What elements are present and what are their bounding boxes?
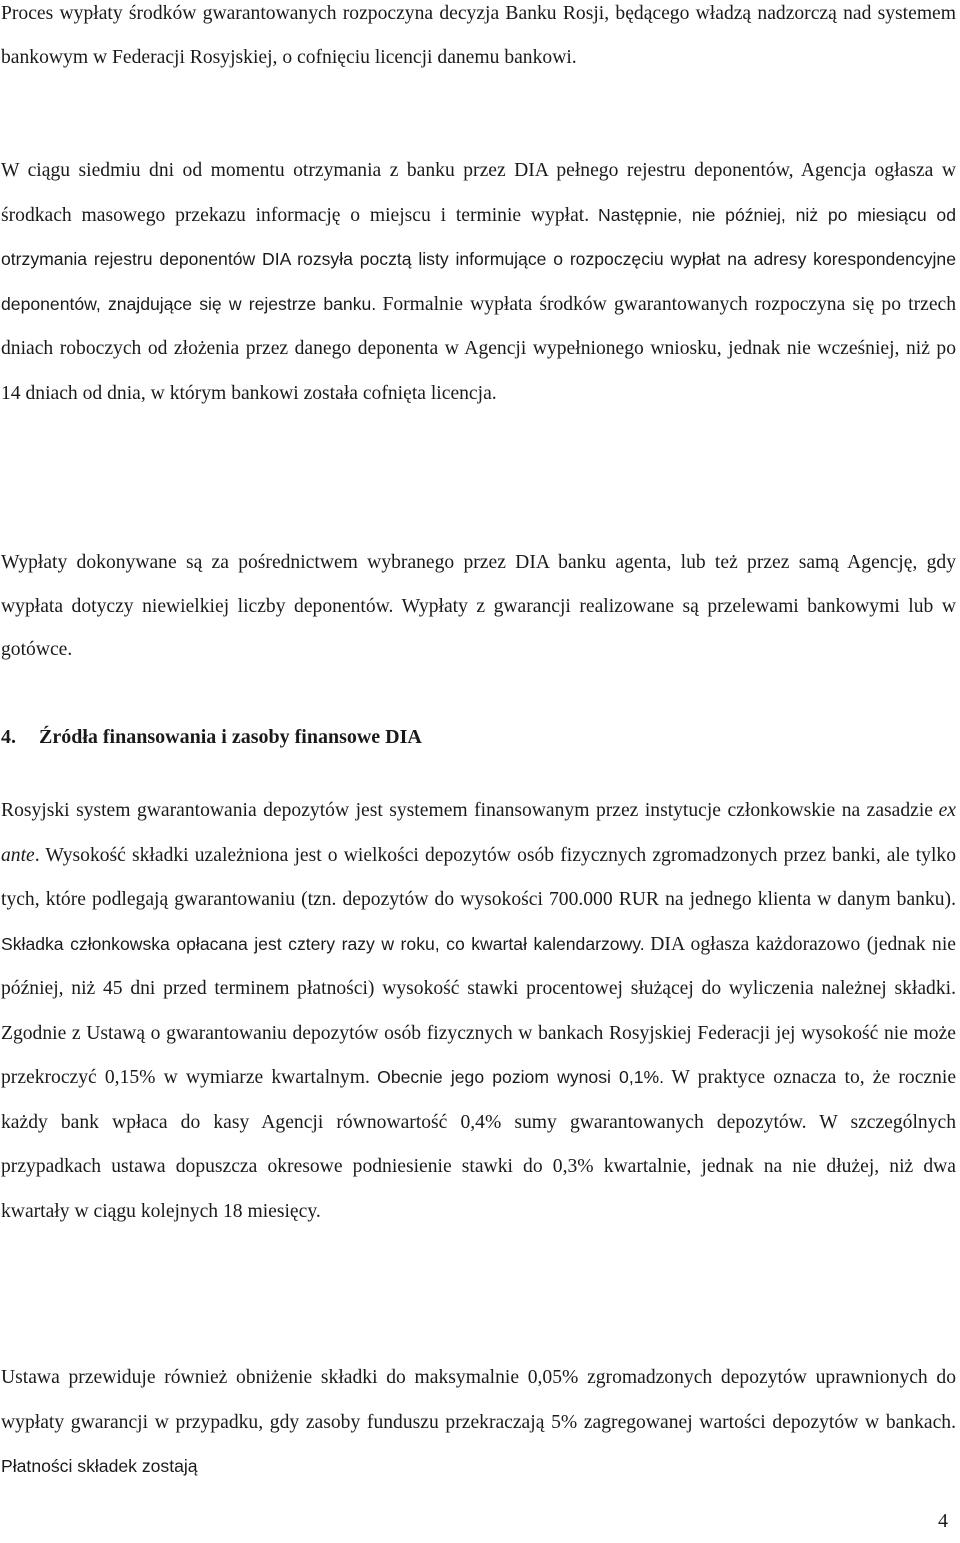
paragraph-payout-timeline <box>1 149 956 416</box>
paragraph-financing-part6: W praktyce oznacza to, że rocznie każdy bank wpłaca do kasy Agencji równowartość 0,4% sumy gwarantowanych depozytów. W szczególnych przypadkach ustawa dopuszcza okresowe podniesienie stawki do 0,3% kwartalnie, jednak na nie dłużej, niż dwa kwartały w ciągu kolejnych 18 miesięcy. <box>1 1067 957 1222</box>
paragraph-financing-part4: DIA ogłasza każdorazowo (jednak nie później, niż 45 dni przed terminem płatności) wysokość stawki procentowej służącej do wyliczenia należnej składki. Zgodnie z Ustawą o gwarantowaniu depozytów osób fizycznych w bankach Rosyjskiej Federacji jej wysokość nie może przekroczyć 0,15% w wymiarze kwartalnym. <box>1 933 956 1088</box>
paragraph-payout-timeline-part2: Następnie, nie później, niż po miesiącu od otrzymania rejestru deponentów DIA rozsyła pocztą listy informujące o rozpoczęciu wypłat na adresy korespondencyjne deponentów, znajdujące się w rejestrze banku. <box>1 204 956 314</box>
section-heading <box>1 716 956 759</box>
paragraph-reduction-part2: Płatności składek zostają <box>1 1456 198 1476</box>
paragraph-financing-part1: Rosyjski system gwarantowania depozytów jest systemem finansowanym przez instytucje członkowskie na zasadzie <box>1 800 934 821</box>
section-number: 4. <box>1 726 16 748</box>
paragraph-payout-methods: Wypłaty dokonywane są za pośrednictwem wybranego przez DIA banku agenta, lub też przez samą Agencję, gdy wypłata dotyczy niewielkiej liczby deponentów. Wypłaty z gwarancji realizowane są przelewami bankowymi lub w gotówce. <box>1 552 956 660</box>
page-number: 4 <box>938 1510 948 1532</box>
section-title: Źródła finansowania i zasoby finansowe DIA <box>39 726 422 748</box>
paragraph-payout-process: Proces wypłaty środków gwarantowanych rozpoczyna decyzja Banku Rosji, będącego władzą nadzorczą nad systemem bankowym w Federacji Rosyjskiej, o cofnięciu licencji danemu bankowi. <box>1 3 956 68</box>
paragraph-financing-part2: . Wysokość składki uzależniona jest o wielkości depozytów osób fizycznych zgromadzonych przez banki, ale tylko tych, które podlegają gwarantowaniu (tzn. depozytów do wysokości 700.000 RUR na jednego klienta w danym banku). <box>1 844 956 910</box>
paragraph-reduction-part1: Ustawa przewiduje również obniżenie składki do maksymalnie 0,05% zgromadzonych depozytów uprawnionych do wypłaty gwarancji w przypadku, gdy zasoby funduszu przekraczają 5% zagregowanej wartości depozytów w bankach. <box>1 1367 956 1433</box>
paragraph-payout-timeline-part3: Formalnie wypłata środków gwarantowanych rozpoczyna się po trzech dniach roboczych od złożenia przez danego deponenta w Agencji wypełnionego wniosku, jednak nie wcześniej, niż po 14 dniach od dnia, w którym bankowi została cofnięta licencja. <box>1 293 957 404</box>
paragraph-financing-part5: Obecnie jego poziom wynosi 0,1%. <box>377 1067 665 1087</box>
paragraph-payout-timeline-part1: W ciągu siedmiu dni od momentu otrzymania z banku przez DIA pełnego rejestru deponentów, Agencja ogłasza w środkach masowego przekazu informację o miejscu i terminie wypłat. <box>1 160 956 226</box>
paragraph-financing-part3: Składka członkowska opłacana jest cztery razy w roku, co kwartał kalendarzowy. <box>1 933 645 954</box>
paragraph-reduction <box>1 1356 956 1490</box>
paragraph-financing <box>1 789 956 1234</box>
paragraph-financing-italic: ex ante <box>1 800 956 866</box>
